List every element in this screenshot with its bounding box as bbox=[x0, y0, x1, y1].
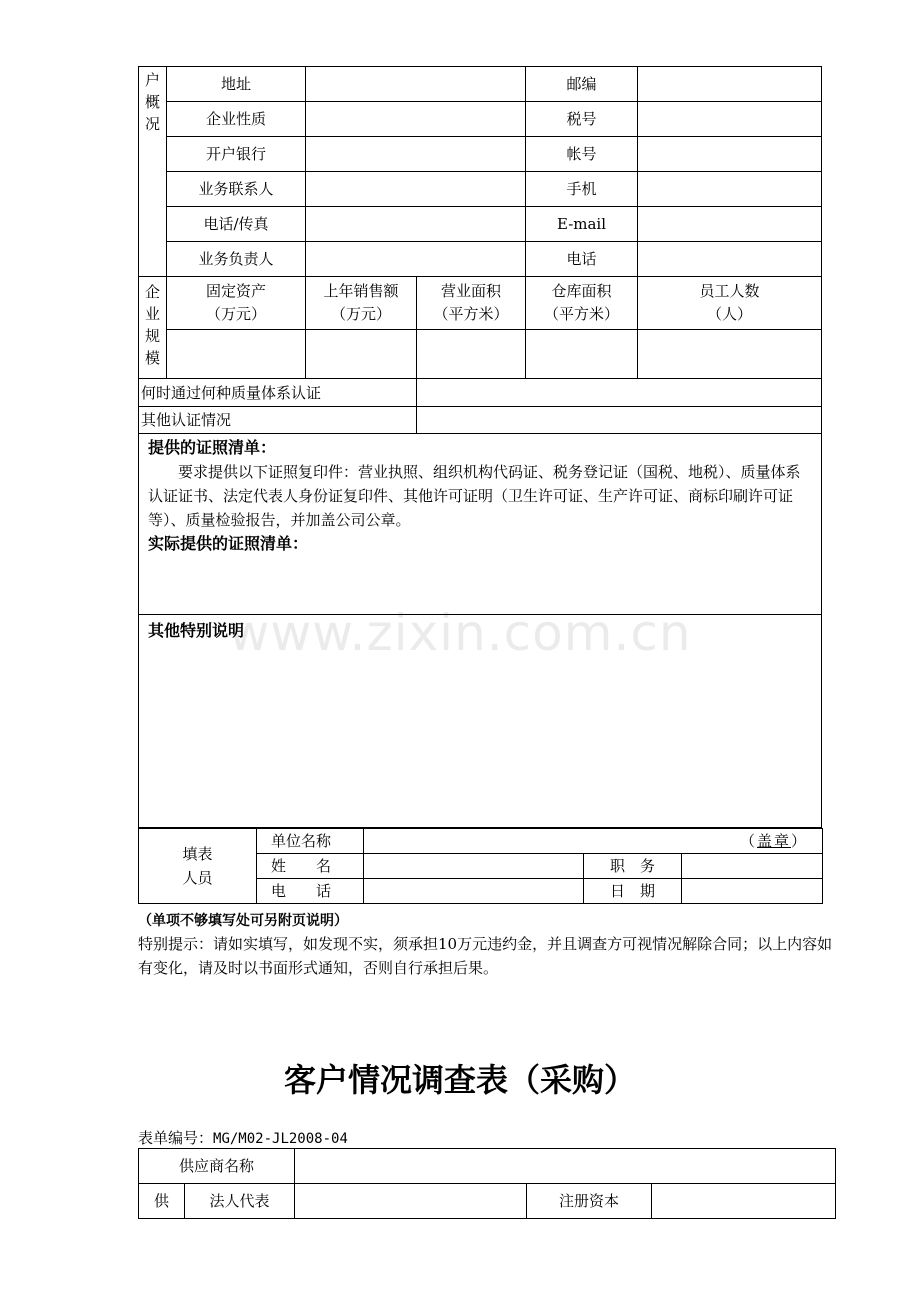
employee-count-field[interactable] bbox=[638, 330, 822, 379]
business-area-field[interactable] bbox=[417, 330, 526, 379]
last-year-sales-field[interactable] bbox=[306, 330, 417, 379]
attach-note: （单项不够填写处可另附页说明） bbox=[138, 913, 348, 929]
phone-field[interactable] bbox=[638, 242, 822, 277]
filler-side-label: 填表 人员 bbox=[139, 829, 257, 904]
phone-fax-field[interactable] bbox=[306, 207, 526, 242]
tax-id-label: 税号 bbox=[526, 102, 638, 137]
bank-field[interactable] bbox=[306, 137, 526, 172]
postcode-label: 邮编 bbox=[526, 67, 638, 102]
email-field[interactable] bbox=[638, 207, 822, 242]
filler-position-label: 职 务 bbox=[584, 854, 682, 879]
other-cert-label: 其他认证情况 bbox=[139, 407, 417, 434]
filler-date-field[interactable] bbox=[682, 879, 823, 904]
filler-date-label: 日 期 bbox=[584, 879, 682, 904]
legal-rep-label: 法人代表 bbox=[185, 1184, 295, 1219]
company-type-label: 企业性质 bbox=[167, 102, 306, 137]
fixed-assets-header: 固定资产 （万元） bbox=[167, 277, 306, 330]
phone-fax-label: 电话/传真 bbox=[167, 207, 306, 242]
company-name-label: 单位名称 bbox=[257, 829, 364, 854]
email-label: E-mail bbox=[526, 207, 638, 242]
documents-body: 要求提供以下证照复印件：营业执照、组织机构代码证、税务登记证（国税、地税）、质量体系认证证书、法定代表人身份证复印件、其他许可证明（卫生许可证、生产许可证、商标印刷许可证等）、质量检验报告，并加盖公司公章。 bbox=[148, 463, 801, 529]
account-field[interactable] bbox=[638, 137, 822, 172]
manager-label: 业务负责人 bbox=[167, 242, 306, 277]
phone-label: 电话 bbox=[526, 242, 638, 277]
filler-position-field[interactable] bbox=[682, 854, 823, 879]
manager-field[interactable] bbox=[306, 242, 526, 277]
warehouse-area-field[interactable] bbox=[526, 330, 638, 379]
watermark: www.zixin.com.cn bbox=[228, 604, 692, 662]
documents-heading: 提供的证照清单： bbox=[148, 438, 277, 457]
postcode-field[interactable] bbox=[638, 67, 822, 102]
company-name-field[interactable] bbox=[364, 829, 823, 854]
company-type-field[interactable] bbox=[306, 102, 526, 137]
contact-field[interactable] bbox=[306, 172, 526, 207]
business-area-header: 营业面积 （平方米） bbox=[417, 277, 526, 330]
mobile-label: 手机 bbox=[526, 172, 638, 207]
second-form-title: 客户情况调查表（采购） bbox=[283, 1061, 636, 1099]
documents-section bbox=[139, 434, 822, 615]
filler-phone-field[interactable] bbox=[364, 879, 584, 904]
contact-label: 业务联系人 bbox=[167, 172, 306, 207]
warehouse-area-header: 仓库面积 （平方米） bbox=[526, 277, 638, 330]
reg-capital-label: 注册资本 bbox=[527, 1184, 652, 1219]
legal-rep-field[interactable] bbox=[295, 1184, 527, 1219]
mobile-field[interactable] bbox=[638, 172, 822, 207]
filler-name-label: 姓 名 bbox=[257, 854, 364, 879]
seal-stamp-note: （盖章） bbox=[739, 832, 809, 850]
tax-id-field[interactable] bbox=[638, 102, 822, 137]
fixed-assets-field[interactable] bbox=[167, 330, 306, 379]
reg-capital-field[interactable] bbox=[652, 1184, 836, 1219]
filler-table bbox=[138, 828, 823, 904]
supplier-name-field[interactable] bbox=[295, 1149, 836, 1184]
filler-phone-label: 电 话 bbox=[257, 879, 364, 904]
address-label: 地址 bbox=[167, 67, 306, 102]
quality-system-label: 何时通过何种质量体系认证 bbox=[139, 379, 417, 407]
warning-note: 特别提示：请如实填写，如发现不实，须承担10万元违约金，并且调查方可视情况解除合同；以上内容如有变化，请及时以书面形式通知，否则自行承担后果。 bbox=[138, 935, 833, 977]
quality-system-field[interactable] bbox=[417, 379, 822, 407]
bank-label: 开户银行 bbox=[167, 137, 306, 172]
supplier-name-label: 供应商名称 bbox=[139, 1149, 295, 1184]
filler-name-field[interactable] bbox=[364, 854, 584, 879]
scale-side-label: 企 业 规 模 bbox=[139, 277, 167, 379]
remarks-heading: 其他特别说明 bbox=[148, 621, 245, 640]
customer-overview-table bbox=[138, 66, 822, 828]
overview-side-label: 户 概 况 bbox=[139, 67, 167, 277]
other-cert-field[interactable] bbox=[417, 407, 822, 434]
account-label: 帐号 bbox=[526, 137, 638, 172]
remarks-section[interactable] bbox=[139, 615, 822, 828]
employee-count-header: 员工人数 （人） bbox=[638, 277, 822, 330]
address-field[interactable] bbox=[306, 67, 526, 102]
form-number: 表单编号：MG/M02-JL2008-04 bbox=[138, 1129, 348, 1147]
supplier-side-label: 供 bbox=[139, 1184, 185, 1219]
last-year-sales-header: 上年销售额 （万元） bbox=[306, 277, 417, 330]
actual-documents-heading: 实际提供的证照清单： bbox=[148, 534, 309, 553]
purchase-survey-table bbox=[138, 1148, 836, 1219]
